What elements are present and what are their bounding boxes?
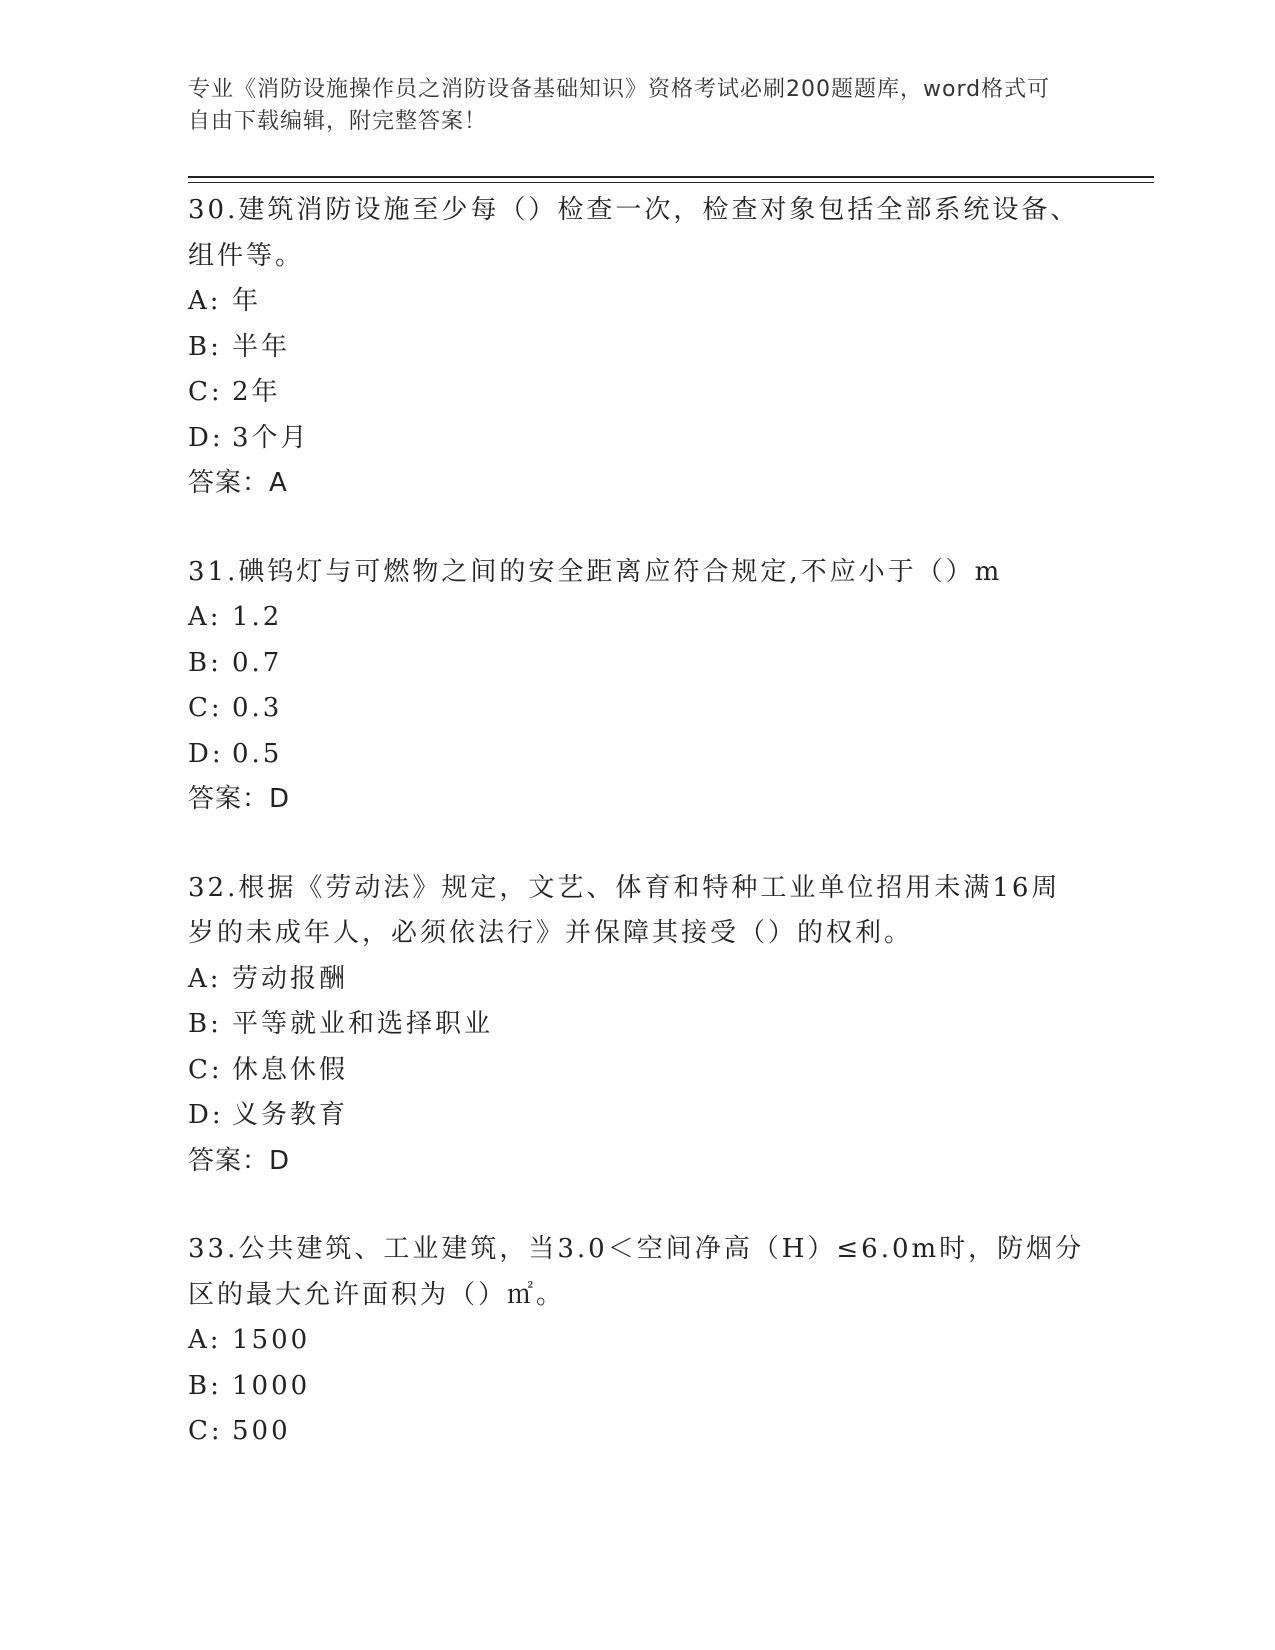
option-text: 3个月 (232, 422, 310, 453)
option-letter: C: (188, 377, 223, 407)
question-30 (188, 188, 1088, 507)
option-a (188, 957, 1088, 1003)
option-letter: C: (188, 693, 223, 723)
option-b (188, 1364, 1088, 1410)
header-rule-thin (188, 182, 1154, 183)
answer-line: 答案：A (188, 468, 288, 498)
option-b (188, 325, 1088, 371)
option-text: 500 (232, 1416, 291, 1446)
option-text: 0.3 (232, 693, 283, 723)
option-letter: C: (188, 1054, 223, 1085)
option-letter: D: (188, 738, 224, 769)
option-c (188, 686, 1088, 732)
option-letter: D: (188, 422, 224, 453)
option-text: 2年 (232, 377, 281, 407)
option-letter: A: (188, 963, 222, 994)
option-letter: A: (188, 286, 222, 316)
option-d (188, 732, 1088, 778)
option-letter: B: (188, 1370, 222, 1401)
option-letter: D: (188, 1100, 224, 1130)
option-d (188, 1093, 1088, 1139)
document-header: 专业《消防设施操作员之消防设备基础知识》资格考试必刷200题题库，word格式可自由下载编辑，附完整答案！ (188, 77, 1051, 134)
option-text: 1500 (232, 1325, 311, 1355)
option-text: 0.7 (232, 647, 283, 678)
option-letter: B: (188, 1009, 222, 1039)
option-b (188, 641, 1088, 687)
option-a (188, 279, 1088, 325)
option-c (188, 370, 1088, 416)
option-c (188, 1409, 1088, 1455)
option-text: 1.2 (232, 602, 283, 632)
option-c (188, 1048, 1088, 1094)
question-stem: 32.根据《劳动法》规定，文艺、体育和特种工业单位招用未满16周岁的未成年人，必须依法行》并保障其接受（）的权利。 (188, 872, 1061, 948)
option-letter: B: (188, 331, 222, 362)
answer-line: 答案：D (188, 784, 291, 814)
option-letter: A: (188, 1325, 222, 1355)
question-stem: 33.公共建筑、工业建筑，当3.0＜空间净高（H）≤6.0m时，防烟分区的最大允许面积为（）㎡。 (188, 1234, 1085, 1310)
option-text: 年 (232, 286, 262, 316)
question-list (188, 188, 1088, 1498)
question-stem: 30.建筑消防设施至少每（）检查一次，检查对象包括全部系统设备、组件等。 (188, 195, 1080, 271)
option-a (188, 1318, 1088, 1364)
question-31 (188, 550, 1088, 823)
option-text: 0.5 (232, 738, 283, 769)
question-32 (188, 866, 1088, 1185)
option-text: 1000 (232, 1370, 311, 1401)
option-text: 半年 (232, 331, 291, 362)
question-33 (188, 1227, 1088, 1455)
answer-line: 答案：D (188, 1145, 291, 1176)
option-letter: C: (188, 1416, 223, 1446)
option-letter: A: (188, 602, 222, 632)
option-text: 义务教育 (232, 1100, 349, 1130)
header-rule-thick (188, 176, 1154, 178)
option-d (188, 416, 1088, 462)
question-stem: 31.碘钨灯与可燃物之间的安全距离应符合规定,不应小于（）m (188, 556, 1003, 587)
option-text: 休息休假 (232, 1054, 349, 1085)
option-text: 劳动报酬 (232, 963, 349, 994)
option-text: 平等就业和选择职业 (232, 1009, 494, 1039)
option-a (188, 595, 1088, 641)
option-letter: B: (188, 647, 222, 678)
option-b (188, 1002, 1088, 1048)
